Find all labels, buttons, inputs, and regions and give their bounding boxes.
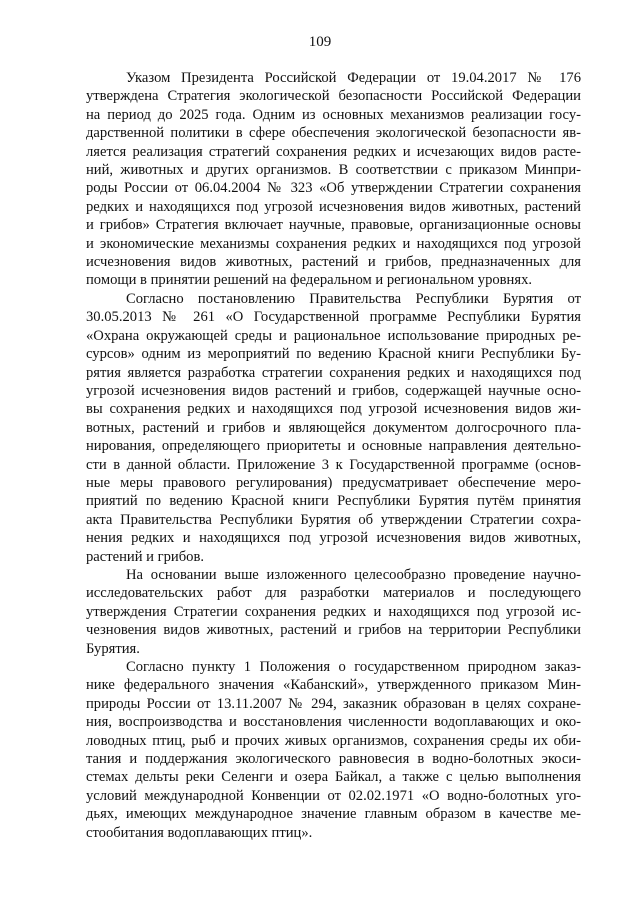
text-line: вотных, растений и грибов и являющейся документом долгосрочного пла- [86, 419, 581, 436]
paragraph [86, 658, 581, 842]
text-line: нения редких и находящихся под угрозой исчезновения видов животных, [86, 530, 581, 547]
text-line: условий международной Конвенции от 02.02.1971 «О водно-болотных уго- [86, 787, 581, 804]
text-line: утверждена Стратегия экологической безопасности Российской Федерации [86, 88, 581, 105]
text-line: вы сохранения редких и находящихся под угрозой исчезновения видов жи- [86, 401, 581, 418]
text-line: стемах дельты реки Селенги и озера Байкал, а также с целью выполнения [86, 769, 581, 786]
body-text [86, 69, 581, 842]
text-line: и грибов» Стратегия включает научные, правовые, организационные основы [86, 217, 581, 234]
text-line: и экономические механизмы сохранения редких и находящихся под угрозой [86, 235, 581, 252]
text-line: нике федерального значения «Кабанский», утвержденного приказом Мин- [86, 677, 581, 694]
text-line: исчезновения видов животных, растений и грибов, предназначенных для [86, 254, 581, 271]
text-line: «Охрана окружающей среды и рациональное использование природных ре- [86, 327, 581, 344]
text-line: рятия является разработка стратегии сохранения редких и находящихся под [86, 364, 581, 381]
text-line: тания и поддержания экологического равновесия в водно-болотных экоси- [86, 751, 581, 768]
text-line: акта Правительства Республики Бурятия об утверждении Стратегии сохра- [86, 511, 581, 528]
text-line: исследовательских работ для разработки материалов и последующего [86, 585, 581, 602]
paragraph [86, 566, 581, 658]
text-line: на период до 2025 года. Одним из основных механизмов реализации госу- [86, 106, 581, 123]
text-line: приятий по ведению Красной книги Республики Бурятия путём принятия [86, 493, 581, 510]
text-line: ляется реализация стратегий сохранения редких и исчезающих видов расте- [86, 143, 581, 160]
page-number: 109 [308, 34, 332, 50]
text-line: растений и грибов. [86, 548, 204, 565]
text-line: Согласно пункту 1 Положения о государственном природном заказ- [126, 659, 581, 675]
text-line: чезновения видов животных, растений и грибов на территории Республики [86, 622, 581, 639]
text-line: дьях, имеющих международное значение главным образом в качестве ме- [86, 806, 581, 823]
text-line: 30.05.2013 № 261 «О Государственной программе Республики Бурятия [86, 309, 581, 326]
text-line: ний, животных и других организмов. В соответствии с приказом Минпри- [86, 162, 581, 179]
text-line: стообитания водоплавающих птиц». [86, 824, 313, 841]
text-line: угрозой исчезновения видов растений и грибов, содержащей научные осно- [86, 382, 581, 399]
text-line: роды России от 06.04.2004 № 323 «Об утверждении Стратегии сохранения [86, 180, 581, 197]
text-line: Бурятия. [86, 640, 140, 657]
text-line: утверждения Стратегии сохранения редких и находящихся под угрозой ис- [86, 603, 581, 620]
text-line: ния, воспроизводства и восстановления численности водоплавающих и око- [86, 714, 581, 731]
text-line: сурсов» одним из мероприятий по ведению Красной книги Республики Бу- [86, 346, 581, 363]
text-line: Согласно постановлению Правительства Республики Бурятия от [126, 290, 581, 307]
text-line: природы России от 13.11.2007 № 294, заказник образован в целях сохране- [86, 695, 581, 712]
paragraph [86, 290, 581, 566]
text-line: Указом Президента Российской Федерации от 19.04.2017 № 176 [126, 70, 581, 86]
text-line: редких и находящихся под угрозой исчезновения видов животных, растений [86, 198, 581, 215]
text-line: нирования, определяющего приоритеты и основные направления деятельно- [86, 438, 581, 455]
text-line: ловодных птиц, рыб и прочих живых организмов, сохранения среды их оби- [86, 732, 581, 749]
paragraph [86, 69, 581, 290]
text-line: На основании выше изложенного целесообразно проведение научно- [126, 566, 581, 583]
text-line: ные меры правового регулирования) предусматривает обеспечение меро- [86, 474, 581, 491]
text-line: помощи в принятии решений на федеральном и региональном уровнях. [86, 272, 533, 289]
text-line: дарственной политики в сфере обеспечения экологической безопасности яв- [86, 125, 581, 142]
text-line: сти в данной области. Приложение 3 к Государственной программе (основ- [86, 456, 581, 473]
